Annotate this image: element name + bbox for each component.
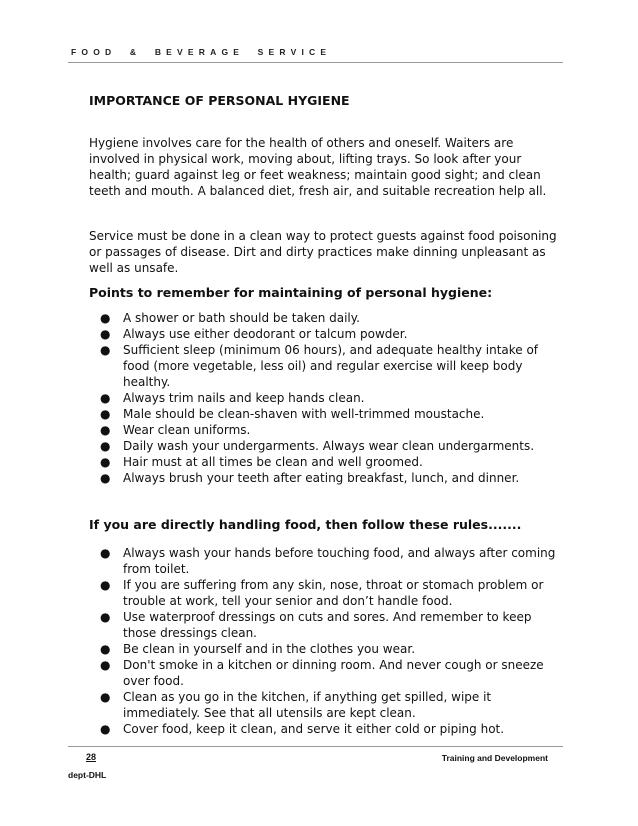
bullet-icon: ●	[100, 610, 111, 624]
list-item	[100, 326, 560, 342]
list-item-text: Hair must at all times be clean and well groomed.	[123, 455, 423, 469]
footer-dept-label: dept-DHL	[68, 770, 107, 780]
bullet-icon: ●	[100, 642, 111, 656]
list-item	[100, 657, 560, 689]
personal-hygiene-list	[100, 310, 560, 486]
list-item-text: Always trim nails and keep hands clean.	[123, 391, 365, 405]
list-item	[100, 721, 560, 737]
list-item	[100, 689, 560, 721]
bullet-icon: ●	[100, 391, 111, 405]
bullet-icon: ●	[100, 311, 111, 325]
page-number: 28	[86, 752, 97, 762]
list-item	[100, 406, 560, 422]
bullet-icon: ●	[100, 690, 111, 704]
list-item-text: Clean as you go in the kitchen, if anything get spilled, wipe it immediately. See that all utensils are kept clean.	[123, 690, 492, 720]
bullet-icon: ●	[100, 722, 111, 736]
list-item	[100, 545, 560, 577]
bullet-icon: ●	[100, 658, 111, 672]
list-item-text: Don't smoke in a kitchen or dinning room. And never cough or sneeze over food.	[123, 658, 544, 688]
bullet-icon: ●	[100, 343, 111, 357]
list-item	[100, 470, 560, 486]
list-item	[100, 422, 560, 438]
header-divider	[68, 62, 563, 63]
list-item-text: Wear clean uniforms.	[123, 423, 251, 437]
bullet-icon: ●	[100, 327, 111, 341]
list-item-text: If you are suffering from any skin, nose, throat or stomach problem or trouble at work, tell your senior and don’t handle food.	[123, 578, 544, 608]
section-title: IMPORTANCE OF PERSONAL HYGIENE	[89, 93, 350, 108]
bullet-icon: ●	[100, 455, 111, 469]
food-handling-list	[100, 545, 560, 737]
list-item	[100, 641, 560, 657]
footer-divider	[68, 746, 563, 747]
food-handling-heading: If you are directly handling food, then follow these rules.......	[89, 517, 522, 532]
bullet-icon: ●	[100, 578, 111, 592]
list-item-text: Male should be clean-shaven with well-trimmed moustache.	[123, 407, 485, 421]
running-header: FOOD & BEVERAGE SERVICE	[71, 47, 332, 57]
list-item-text: Cover food, keep it clean, and serve it either cold or piping hot.	[123, 722, 505, 736]
footer-training-label: Training and Development	[441, 753, 548, 763]
list-item-text: Use waterproof dressings on cuts and sores. And remember to keep those dressings clean.	[123, 610, 532, 640]
list-item	[100, 609, 560, 641]
bullet-icon: ●	[100, 407, 111, 421]
list-item	[100, 342, 560, 390]
list-item-text: Always brush your teeth after eating breakfast, lunch, and dinner.	[123, 471, 520, 485]
bullet-icon: ●	[100, 471, 111, 485]
list-item	[100, 310, 560, 326]
list-item	[100, 577, 560, 609]
paragraph-service-cleanliness: Service must be done in a clean way to protect guests against food poisoning or passages of disease. Dirt and dirty practices make dinning unpleasant as well as unsafe.	[89, 229, 557, 275]
list-item-text: Always use either deodorant or talcum powder.	[123, 327, 408, 341]
list-item	[100, 454, 560, 470]
list-item-text: Always wash your hands before touching food, and always after coming from toilet.	[123, 546, 556, 576]
list-item	[100, 390, 560, 406]
bullet-icon: ●	[100, 546, 111, 560]
bullet-icon: ●	[100, 423, 111, 437]
list-item-text: A shower or bath should be taken daily.	[123, 311, 360, 325]
bullet-icon: ●	[100, 439, 111, 453]
paragraph-hygiene-intro: Hygiene involves care for the health of others and oneself. Waiters are involved in physical work, moving about, lifting trays. So look after your health; guard against leg or feet weakness; maintain good sight; and clean teeth and mouth. A balanced diet, fresh air, and suitable recreation help all.	[89, 136, 547, 198]
list-item	[100, 438, 560, 454]
list-item-text: Be clean in yourself and in the clothes you wear.	[123, 642, 416, 656]
list-item-text: Daily wash your undergarments. Always wear clean undergarments.	[123, 439, 535, 453]
list-item-text: Sufficient sleep (minimum 06 hours), and adequate healthy intake of food (more vegetable, less oil) and regular exercise will keep body healthy.	[123, 343, 539, 389]
personal-hygiene-heading: Points to remember for maintaining of personal hygiene:	[89, 285, 493, 300]
